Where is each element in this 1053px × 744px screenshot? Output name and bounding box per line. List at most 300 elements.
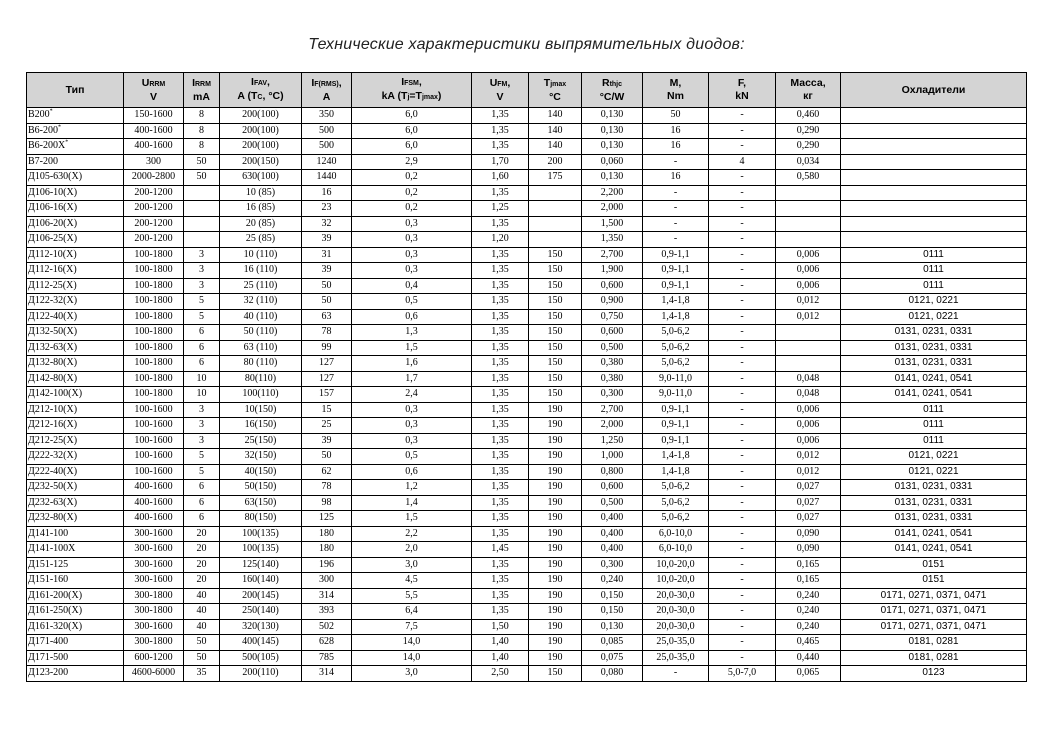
cell-f: 4	[709, 154, 776, 170]
cell-urrm: 100-1800	[124, 340, 184, 356]
cell-coolers	[841, 185, 1027, 201]
cell-coolers: 0131, 0231, 0331	[841, 511, 1027, 527]
cell-ifsm: 0,5	[352, 449, 472, 465]
cell-type: Д142-100(Х)	[27, 387, 124, 403]
cell-coolers: 0171, 0271, 0371, 0471	[841, 588, 1027, 604]
cell-ifav: 630(100)	[220, 170, 302, 186]
cell-ifav: 80 (110)	[220, 356, 302, 372]
cell-mass: 0,165	[776, 557, 841, 573]
cell-irrm: 6	[184, 325, 220, 341]
cell-ifav: 500(105)	[220, 650, 302, 666]
cell-ifav: 200(100)	[220, 139, 302, 155]
cell-irrm: 3	[184, 247, 220, 263]
cell-tjmax: 150	[529, 278, 582, 294]
cell-mass: 0,090	[776, 526, 841, 542]
cell-urrm: 2000-2800	[124, 170, 184, 186]
cell-urrm: 400-1600	[124, 495, 184, 511]
cell-ifsm: 0,3	[352, 232, 472, 248]
cell-urrm: 150-1600	[124, 108, 184, 124]
cell-m: 20,0-30,0	[643, 619, 709, 635]
cell-ifav: 80(110)	[220, 371, 302, 387]
cell-ifrms: 50	[302, 449, 352, 465]
cell-ifsm: 0,3	[352, 216, 472, 232]
table-row	[27, 201, 1027, 217]
table-row	[27, 588, 1027, 604]
cell-urrm: 100-1600	[124, 464, 184, 480]
cell-type: Д122-32(Х)	[27, 294, 124, 310]
cell-tjmax: 150	[529, 371, 582, 387]
cell-ifsm: 0,2	[352, 170, 472, 186]
cell-urrm: 100-1800	[124, 247, 184, 263]
cell-rthjc: 0,060	[582, 154, 643, 170]
cell-coolers: 0171, 0271, 0371, 0471	[841, 604, 1027, 620]
cell-urrm: 300-1800	[124, 635, 184, 651]
cell-type: Д222-32(Х)	[27, 449, 124, 465]
cell-irrm	[184, 185, 220, 201]
cell-ifrms: 78	[302, 325, 352, 341]
cell-rthjc: 0,500	[582, 340, 643, 356]
cell-coolers	[841, 201, 1027, 217]
col-header-mass: Масса, кг	[776, 73, 841, 108]
cell-f: -	[709, 325, 776, 341]
col-header-ufm: UFM, V	[472, 73, 529, 108]
col-header-urrm: URRM V	[124, 73, 184, 108]
cell-irrm: 3	[184, 263, 220, 279]
cell-urrm: 100-1800	[124, 325, 184, 341]
cell-ifsm: 0,3	[352, 433, 472, 449]
cell-f: -	[709, 464, 776, 480]
cell-ifsm: 2,0	[352, 542, 472, 558]
cell-ufm: 1,35	[472, 123, 529, 139]
cell-coolers: 0141, 0241, 0541	[841, 542, 1027, 558]
cell-m: 1,4-1,8	[643, 449, 709, 465]
cell-mass: 0,440	[776, 650, 841, 666]
cell-ifrms: 127	[302, 371, 352, 387]
cell-ifav: 25 (110)	[220, 278, 302, 294]
cell-rthjc: 0,400	[582, 511, 643, 527]
cell-irrm: 40	[184, 604, 220, 620]
cell-ifrms: 39	[302, 433, 352, 449]
cell-type: Д161-320(Х)	[27, 619, 124, 635]
cell-mass: 0,240	[776, 619, 841, 635]
cell-tjmax: 150	[529, 325, 582, 341]
cell-mass	[776, 356, 841, 372]
cell-tjmax: 175	[529, 170, 582, 186]
cell-ufm: 2,50	[472, 666, 529, 682]
table-row	[27, 433, 1027, 449]
cell-tjmax: 150	[529, 263, 582, 279]
cell-ifsm: 1,7	[352, 371, 472, 387]
cell-mass: 0,012	[776, 449, 841, 465]
cell-f: -	[709, 650, 776, 666]
cell-urrm: 100-1600	[124, 433, 184, 449]
table-row	[27, 356, 1027, 372]
cell-ifrms: 628	[302, 635, 352, 651]
cell-coolers: 0111	[841, 402, 1027, 418]
cell-ifsm: 7,5	[352, 619, 472, 635]
cell-coolers: 0121, 0221	[841, 464, 1027, 480]
cell-ifsm: 1,6	[352, 356, 472, 372]
cell-m: -	[643, 201, 709, 217]
cell-tjmax: 140	[529, 123, 582, 139]
cell-mass	[776, 325, 841, 341]
table-row	[27, 619, 1027, 635]
cell-ifsm: 0,3	[352, 263, 472, 279]
page-title: Технические характеристики выпрямительных диодов:	[308, 36, 745, 53]
cell-mass: 0,006	[776, 247, 841, 263]
cell-urrm: 200-1200	[124, 185, 184, 201]
cell-irrm: 40	[184, 619, 220, 635]
cell-urrm: 100-1800	[124, 278, 184, 294]
cell-ifsm: 1,3	[352, 325, 472, 341]
cell-irrm: 3	[184, 433, 220, 449]
cell-mass: 0,027	[776, 480, 841, 496]
cell-type: Д123-200	[27, 666, 124, 682]
cell-type: Д232-80(Х)	[27, 511, 124, 527]
table-row	[27, 635, 1027, 651]
cell-tjmax: 190	[529, 449, 582, 465]
table-row	[27, 495, 1027, 511]
table-row	[27, 309, 1027, 325]
table-row	[27, 263, 1027, 279]
cell-ifav: 63 (110)	[220, 340, 302, 356]
cell-ufm: 1,60	[472, 170, 529, 186]
cell-ifrms: 39	[302, 263, 352, 279]
cell-ifrms: 63	[302, 309, 352, 325]
table-row	[27, 108, 1027, 124]
cell-type: Д212-16(Х)	[27, 418, 124, 434]
cell-ufm: 1,35	[472, 418, 529, 434]
cell-ifsm: 1,5	[352, 511, 472, 527]
cell-f: -	[709, 480, 776, 496]
table-row	[27, 650, 1027, 666]
cell-ifav: 63(150)	[220, 495, 302, 511]
cell-ufm: 1,35	[472, 185, 529, 201]
cell-type: Д212-25(Х)	[27, 433, 124, 449]
table-row	[27, 449, 1027, 465]
cell-ifav: 200(110)	[220, 666, 302, 682]
cell-mass: 0,006	[776, 418, 841, 434]
cell-mass: 0,006	[776, 433, 841, 449]
cell-m: 20,0-30,0	[643, 604, 709, 620]
cell-mass: 0,048	[776, 371, 841, 387]
cell-irrm: 5	[184, 449, 220, 465]
cell-m: -	[643, 216, 709, 232]
table-row	[27, 278, 1027, 294]
col-header-ifrms: IF(RMS), A	[302, 73, 352, 108]
table-row	[27, 402, 1027, 418]
cell-ifrms: 127	[302, 356, 352, 372]
cell-tjmax: 190	[529, 433, 582, 449]
cell-m: -	[643, 232, 709, 248]
cell-m: 6,0-10,0	[643, 526, 709, 542]
cell-ufm: 1,35	[472, 340, 529, 356]
cell-ifrms: 15	[302, 402, 352, 418]
cell-ifsm: 3,0	[352, 557, 472, 573]
cell-rthjc: 0,600	[582, 480, 643, 496]
cell-urrm: 200-1200	[124, 201, 184, 217]
cell-ifrms: 78	[302, 480, 352, 496]
cell-ufm: 1,35	[472, 108, 529, 124]
cell-rthjc: 2,200	[582, 185, 643, 201]
cell-coolers: 0121, 0221	[841, 294, 1027, 310]
cell-mass: 0,290	[776, 139, 841, 155]
cell-ifrms: 31	[302, 247, 352, 263]
cell-irrm: 3	[184, 278, 220, 294]
cell-coolers: 0141, 0241, 0541	[841, 526, 1027, 542]
cell-ufm: 1,35	[472, 309, 529, 325]
cell-ifrms: 500	[302, 123, 352, 139]
cell-type: Д151-160	[27, 573, 124, 589]
cell-mass: 0,580	[776, 170, 841, 186]
cell-f: -	[709, 278, 776, 294]
cell-urrm: 100-1800	[124, 294, 184, 310]
cell-urrm: 100-1800	[124, 263, 184, 279]
cell-ifav: 250(140)	[220, 604, 302, 620]
cell-ufm: 1,40	[472, 650, 529, 666]
cell-urrm: 100-1600	[124, 402, 184, 418]
cell-urrm: 100-1800	[124, 309, 184, 325]
cell-ufm: 1,35	[472, 480, 529, 496]
table-row	[27, 387, 1027, 403]
cell-rthjc: 2,700	[582, 402, 643, 418]
cell-ifsm: 2,4	[352, 387, 472, 403]
cell-irrm	[184, 232, 220, 248]
cell-ufm: 1,35	[472, 278, 529, 294]
cell-mass	[776, 340, 841, 356]
cell-ifsm: 2,9	[352, 154, 472, 170]
cell-ifav: 50(150)	[220, 480, 302, 496]
cell-irrm: 8	[184, 123, 220, 139]
cell-ifrms: 32	[302, 216, 352, 232]
cell-coolers	[841, 170, 1027, 186]
cell-f: -	[709, 263, 776, 279]
cell-ifav: 100(135)	[220, 542, 302, 558]
cell-rthjc: 0,500	[582, 495, 643, 511]
cell-ifsm: 0,5	[352, 294, 472, 310]
cell-mass	[776, 201, 841, 217]
cell-ifrms: 196	[302, 557, 352, 573]
cell-ifsm: 1,5	[352, 340, 472, 356]
cell-tjmax: 140	[529, 139, 582, 155]
cell-coolers: 0123	[841, 666, 1027, 682]
cell-ifsm: 1,2	[352, 480, 472, 496]
cell-urrm: 100-1600	[124, 418, 184, 434]
cell-f: -	[709, 604, 776, 620]
cell-m: 9,0-11,0	[643, 371, 709, 387]
cell-coolers	[841, 216, 1027, 232]
col-header-type: Тип	[27, 73, 124, 108]
cell-rthjc: 0,400	[582, 542, 643, 558]
cell-ufm: 1,35	[472, 216, 529, 232]
cell-type: Д112-10(Х)	[27, 247, 124, 263]
cell-f: -	[709, 108, 776, 124]
cell-ufm: 1,40	[472, 635, 529, 651]
cell-type: Д161-200(Х)	[27, 588, 124, 604]
cell-tjmax: 150	[529, 294, 582, 310]
cell-coolers: 0131, 0231, 0331	[841, 340, 1027, 356]
cell-coolers: 0181, 0281	[841, 635, 1027, 651]
cell-m: 5,0-6,2	[643, 325, 709, 341]
cell-tjmax: 150	[529, 247, 582, 263]
cell-coolers: 0111	[841, 278, 1027, 294]
cell-ifsm: 6,0	[352, 123, 472, 139]
col-header-f: F, kN	[709, 73, 776, 108]
cell-m: 0,9-1,1	[643, 278, 709, 294]
cell-rthjc: 0,600	[582, 278, 643, 294]
cell-ifrms: 125	[302, 511, 352, 527]
cell-ifsm: 14,0	[352, 635, 472, 651]
cell-ifrms: 50	[302, 278, 352, 294]
cell-ufm: 1,35	[472, 604, 529, 620]
cell-type: Д212-10(Х)	[27, 402, 124, 418]
cell-ufm: 1,35	[472, 449, 529, 465]
table-row	[27, 526, 1027, 542]
table-body	[27, 108, 1027, 682]
cell-rthjc: 0,085	[582, 635, 643, 651]
cell-rthjc: 0,150	[582, 588, 643, 604]
cell-ifav: 10(150)	[220, 402, 302, 418]
cell-m: 0,9-1,1	[643, 263, 709, 279]
cell-ifsm: 3,0	[352, 666, 472, 682]
cell-type: Д232-63(Х)	[27, 495, 124, 511]
cell-type: Д161-250(Х)	[27, 604, 124, 620]
cell-ifsm: 0,2	[352, 185, 472, 201]
cell-ifrms: 502	[302, 619, 352, 635]
cell-urrm: 300-1600	[124, 542, 184, 558]
cell-mass: 0,027	[776, 495, 841, 511]
cell-type: В6-200*	[27, 123, 124, 139]
cell-rthjc: 0,600	[582, 325, 643, 341]
cell-irrm: 3	[184, 418, 220, 434]
cell-mass: 0,006	[776, 278, 841, 294]
cell-ifav: 40(150)	[220, 464, 302, 480]
cell-tjmax: 190	[529, 526, 582, 542]
cell-type: Д112-25(Х)	[27, 278, 124, 294]
cell-m: 20,0-30,0	[643, 588, 709, 604]
cell-type: Д132-63(Х)	[27, 340, 124, 356]
cell-type: Д132-80(Х)	[27, 356, 124, 372]
cell-ifrms: 393	[302, 604, 352, 620]
cell-irrm: 20	[184, 573, 220, 589]
cell-irrm: 6	[184, 480, 220, 496]
cell-ifsm: 5,5	[352, 588, 472, 604]
cell-m: 5,0-6,2	[643, 511, 709, 527]
cell-f: -	[709, 139, 776, 155]
cell-m: 16	[643, 123, 709, 139]
cell-rthjc: 1,900	[582, 263, 643, 279]
cell-ifav: 10 (85)	[220, 185, 302, 201]
cell-ifav: 200(145)	[220, 588, 302, 604]
cell-irrm: 10	[184, 387, 220, 403]
cell-m: 16	[643, 170, 709, 186]
cell-tjmax: 190	[529, 418, 582, 434]
cell-coolers: 0111	[841, 418, 1027, 434]
col-header-coolers: Охладители	[841, 73, 1027, 108]
cell-coolers: 0151	[841, 573, 1027, 589]
cell-f: -	[709, 573, 776, 589]
cell-rthjc: 0,900	[582, 294, 643, 310]
cell-type: Д106-20(Х)	[27, 216, 124, 232]
cell-ifrms: 23	[302, 201, 352, 217]
cell-mass	[776, 216, 841, 232]
cell-rthjc: 0,130	[582, 170, 643, 186]
cell-coolers: 0111	[841, 263, 1027, 279]
cell-mass: 0,012	[776, 309, 841, 325]
cell-tjmax: 190	[529, 635, 582, 651]
cell-rthjc: 0,380	[582, 371, 643, 387]
cell-type: Д132-50(Х)	[27, 325, 124, 341]
cell-mass	[776, 185, 841, 201]
cell-m: 0,9-1,1	[643, 402, 709, 418]
cell-mass: 0,027	[776, 511, 841, 527]
cell-ifrms: 180	[302, 542, 352, 558]
cell-tjmax: 150	[529, 387, 582, 403]
cell-f: -	[709, 387, 776, 403]
cell-type: Д142-80(Х)	[27, 371, 124, 387]
cell-f: -	[709, 123, 776, 139]
cell-f: -	[709, 356, 776, 372]
table-row	[27, 154, 1027, 170]
cell-tjmax	[529, 232, 582, 248]
cell-m: 25,0-35,0	[643, 650, 709, 666]
table-row	[27, 573, 1027, 589]
cell-urrm: 300-1800	[124, 604, 184, 620]
cell-ifav: 200(100)	[220, 123, 302, 139]
diode-specs-table	[26, 72, 1027, 682]
cell-mass: 0,240	[776, 604, 841, 620]
cell-ufm: 1,35	[472, 588, 529, 604]
cell-irrm: 6	[184, 356, 220, 372]
cell-rthjc: 0,080	[582, 666, 643, 682]
cell-urrm: 200-1200	[124, 232, 184, 248]
cell-ufm: 1,35	[472, 557, 529, 573]
cell-ifsm: 4,5	[352, 573, 472, 589]
cell-coolers: 0141, 0241, 0541	[841, 371, 1027, 387]
cell-ifrms: 39	[302, 232, 352, 248]
cell-ifrms: 180	[302, 526, 352, 542]
cell-m: 0,9-1,1	[643, 433, 709, 449]
cell-mass: 0,460	[776, 108, 841, 124]
cell-m: 10,0-20,0	[643, 557, 709, 573]
table-row	[27, 418, 1027, 434]
cell-f: -	[709, 170, 776, 186]
table-row	[27, 216, 1027, 232]
cell-type: Д171-500	[27, 650, 124, 666]
cell-type: Д232-50(Х)	[27, 480, 124, 496]
cell-urrm: 300-1600	[124, 526, 184, 542]
cell-irrm: 5	[184, 294, 220, 310]
cell-ifav: 160(140)	[220, 573, 302, 589]
cell-irrm: 8	[184, 108, 220, 124]
cell-ifav: 320(130)	[220, 619, 302, 635]
cell-m: 5,0-6,2	[643, 495, 709, 511]
table-row	[27, 185, 1027, 201]
cell-mass: 0,006	[776, 402, 841, 418]
cell-urrm: 200-1200	[124, 216, 184, 232]
cell-tjmax: 200	[529, 154, 582, 170]
cell-ufm: 1,35	[472, 325, 529, 341]
col-header-tjmax: Tjmax °C	[529, 73, 582, 108]
cell-irrm: 40	[184, 588, 220, 604]
cell-irrm: 3	[184, 402, 220, 418]
cell-ifav: 16(150)	[220, 418, 302, 434]
cell-irrm: 8	[184, 139, 220, 155]
cell-f: -	[709, 433, 776, 449]
cell-f: -	[709, 340, 776, 356]
cell-irrm: 50	[184, 650, 220, 666]
cell-type: В7-200	[27, 154, 124, 170]
